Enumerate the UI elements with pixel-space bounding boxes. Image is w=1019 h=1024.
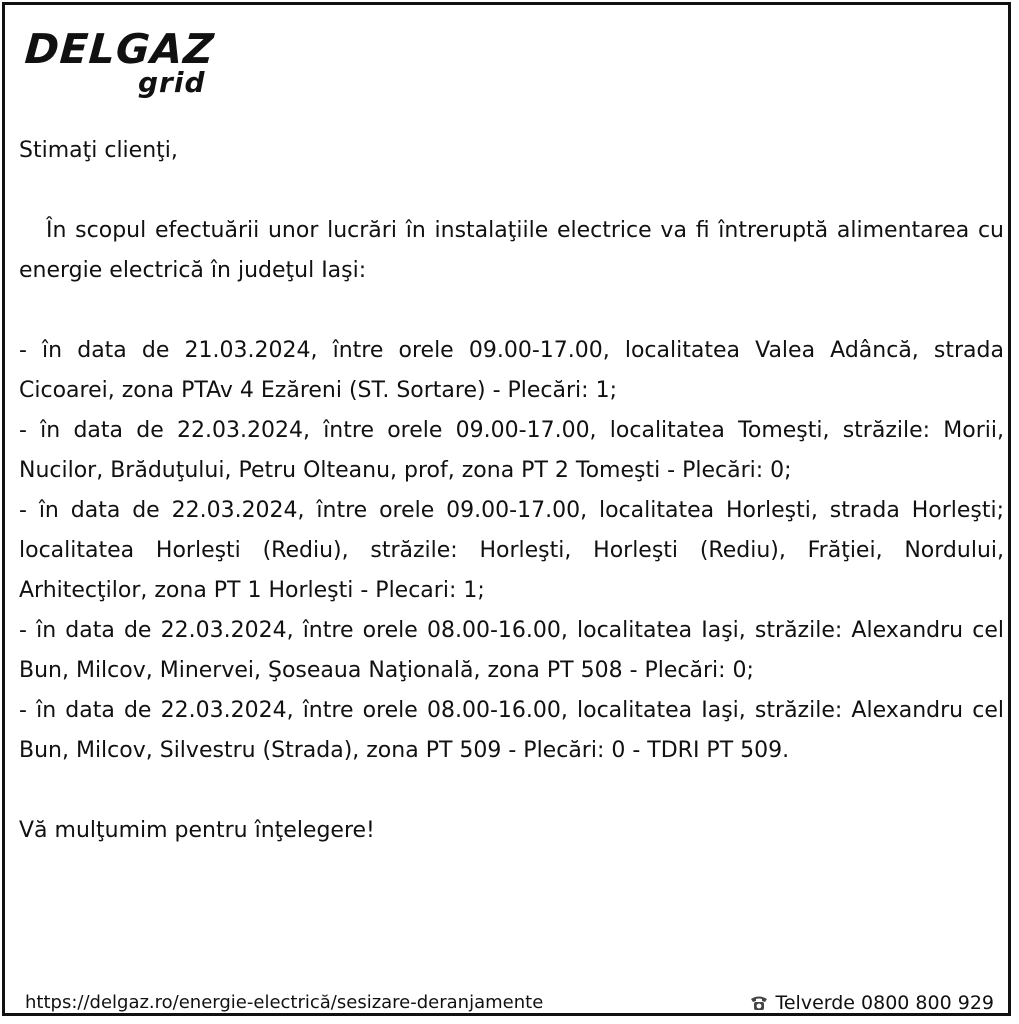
phone-number: Telverde 0800 800 929 <box>775 992 994 1014</box>
greeting: Stimaţi clienţi, <box>19 138 178 163</box>
footer-phone <box>749 991 994 1015</box>
outage-list <box>19 331 1004 771</box>
outage-item: - în data de 22.03.2024, între orele 09.00-17.00, localitatea Horleşti, strada Horleşti; localitatea Horleşti (Rediu), străzile: Horleşti, Horleşti (Rediu), Frăţiei, Nordului, Arhitecţilor, zona PT 1 Horleşti - Plecari: 1; <box>19 498 1004 603</box>
telephone-icon <box>749 994 769 1012</box>
logo-wordmark: DELGAZ <box>23 25 216 73</box>
footer-url-link[interactable]: https://delgaz.ro/energie-electrică/sesizare-deranjamente <box>25 992 544 1013</box>
outage-item: - în data de 22.03.2024, între orele 08.00-16.00, localitatea Iaşi, străzile: Alexandru cel Bun, Milcov, Minervei, Şoseaua Naţională, zona PT 508 - Plecări: 0; <box>19 618 1004 683</box>
notice-frame <box>2 2 1011 1016</box>
outage-item: - în data de 22.03.2024, între orele 08.00-16.00, localitatea Iaşi, străzile: Alexandru cel Bun, Milcov, Silvestru (Strada), zona PT 509 - Plecări: 0 - TDRI PT 509. <box>19 698 1004 763</box>
outage-item: - în data de 22.03.2024, între orele 09.00-17.00, localitatea Tomeşti, străzile: Morii, Nucilor, Brăduţului, Petru Olteanu, prof, zona PT 2 Tomeşti - Plecări: 0; <box>19 418 1004 483</box>
notice-body <box>19 131 1004 851</box>
thanks-line: Vă mulţumim pentru înţelegere! <box>19 818 375 843</box>
logo-subtitle: grid <box>138 66 206 99</box>
delgaz-grid-logo <box>25 27 225 107</box>
intro-paragraph: În scopul efectuării unor lucrări în instalaţiile electrice va fi întreruptă alimentarea cu energie electrică în judeţul Iaşi: <box>19 218 1004 283</box>
outage-item: - în data de 21.03.2024, între orele 09.00-17.00, localitatea Valea Adâncă, strada Cicoarei, zona PTAv 4 Ezăreni (ST. Sortare) - Plecări: 1; <box>19 338 1004 403</box>
